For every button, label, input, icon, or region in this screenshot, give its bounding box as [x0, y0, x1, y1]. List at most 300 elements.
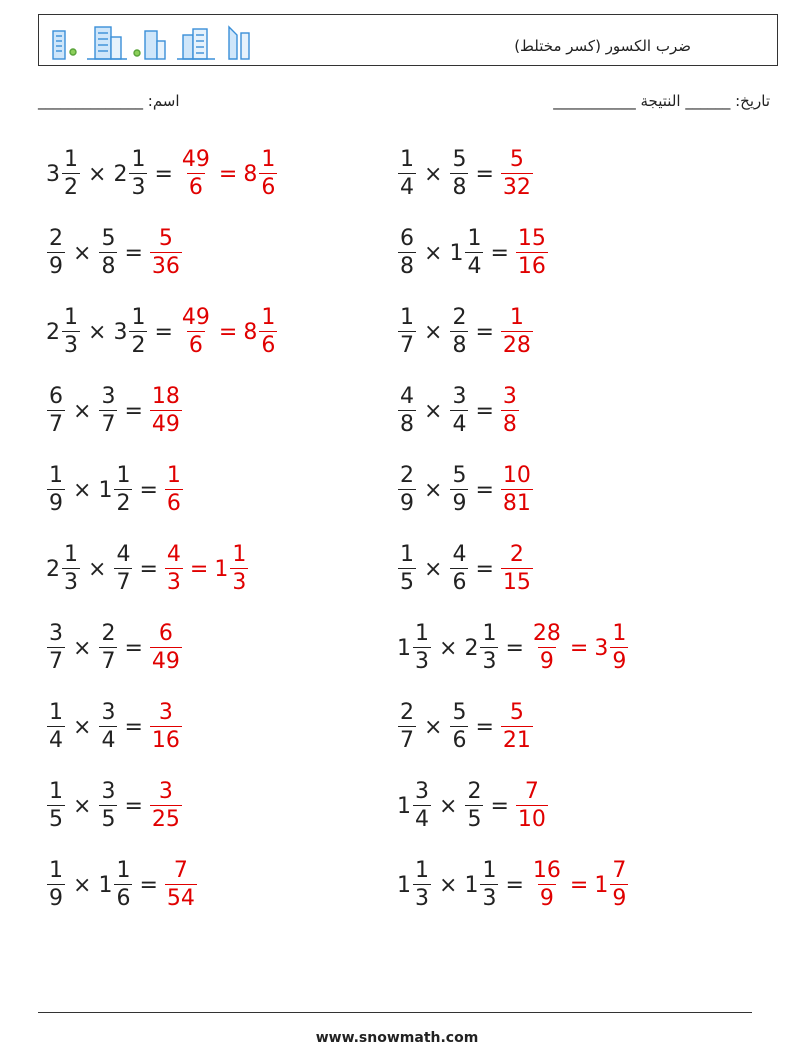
answer — [149, 702, 183, 752]
equals-sign: = — [475, 319, 494, 345]
fraction — [501, 149, 533, 199]
denominator: 21 — [502, 728, 531, 753]
fraction — [150, 781, 182, 831]
denominator: 9 — [612, 886, 627, 911]
numerator: 1 — [612, 621, 627, 646]
answer — [500, 544, 534, 594]
equals-sign: = — [490, 240, 509, 266]
numerator: 5 — [509, 700, 524, 725]
denominator: 15 — [502, 570, 531, 595]
denominator: 6 — [452, 570, 467, 595]
denominator: 2 — [64, 175, 78, 200]
fraction — [610, 623, 628, 673]
denominator: 3 — [64, 333, 78, 358]
numerator: 3 — [158, 700, 173, 725]
denominator: 3 — [415, 649, 429, 674]
numerator: 28 — [532, 621, 561, 646]
times-sign: × — [73, 477, 92, 503]
answer — [179, 149, 278, 199]
times-sign: × — [439, 793, 458, 819]
whole-number: 1 — [98, 872, 113, 898]
denominator: 5 — [101, 807, 116, 832]
equals-sign: = — [475, 161, 494, 187]
answer — [149, 623, 183, 673]
numerator: 1 — [467, 226, 482, 251]
denominator: 3 — [482, 649, 497, 674]
whole-number: 1 — [397, 793, 411, 819]
footer-divider — [38, 1012, 752, 1013]
fraction — [62, 544, 80, 594]
denominator: 8 — [452, 333, 467, 358]
numerator: 1 — [49, 858, 63, 883]
denominator: 54 — [166, 886, 195, 911]
denominator: 6 — [166, 491, 181, 516]
fraction — [465, 228, 483, 278]
whole-number: 2 — [46, 319, 60, 345]
fraction — [47, 623, 65, 673]
denominator: 4 — [415, 807, 429, 832]
numerator: 4 — [400, 384, 414, 409]
problem-item — [397, 616, 629, 680]
page-title: ضرب الكسور (كسر مختلط) — [514, 37, 691, 55]
equals-sign: = — [218, 319, 238, 345]
denominator: 7 — [101, 412, 116, 437]
denominator: 4 — [452, 412, 467, 437]
equals-sign: = — [505, 872, 524, 898]
numerator: 1 — [131, 305, 146, 330]
denominator: 3 — [415, 886, 429, 911]
denominator: 28 — [502, 333, 531, 358]
denominator: 7 — [101, 649, 116, 674]
fraction — [398, 386, 416, 436]
numerator: 1 — [232, 542, 247, 567]
denominator: 9 — [539, 886, 554, 911]
fraction — [516, 781, 548, 831]
problem-item — [46, 853, 198, 917]
times-sign: × — [424, 556, 443, 582]
answer — [530, 623, 629, 673]
fraction — [398, 149, 416, 199]
fraction — [413, 860, 431, 910]
fraction — [450, 544, 468, 594]
equals-sign: = — [124, 793, 143, 819]
denominator: 6 — [261, 175, 276, 200]
problem-item — [46, 616, 183, 680]
problem-item — [46, 142, 278, 206]
fraction — [230, 544, 248, 594]
numerator: 1 — [261, 147, 276, 172]
numerator: 1 — [482, 621, 497, 646]
problem-item — [46, 221, 183, 285]
times-sign: × — [439, 635, 458, 661]
problem-item — [397, 379, 520, 443]
numerator: 1 — [49, 700, 63, 725]
equals-sign: = — [569, 872, 589, 898]
fraction — [129, 307, 147, 357]
fraction — [47, 860, 65, 910]
denominator: 4 — [400, 175, 414, 200]
answer — [515, 228, 549, 278]
equals-sign: = — [124, 714, 143, 740]
fraction — [259, 149, 277, 199]
numerator: 1 — [400, 542, 414, 567]
denominator: 3 — [64, 570, 78, 595]
equals-sign: = — [124, 398, 143, 424]
answer — [500, 386, 520, 436]
denominator: 32 — [502, 175, 531, 200]
denominator: 9 — [49, 254, 63, 279]
numerator: 2 — [467, 779, 482, 804]
times-sign: × — [424, 477, 443, 503]
numerator: 3 — [101, 384, 116, 409]
whole-number: 3 — [113, 319, 128, 345]
fraction — [516, 228, 548, 278]
numerator: 5 — [101, 226, 116, 251]
numerator: 1 — [261, 305, 276, 330]
name-field: اسم: ______________ — [38, 92, 180, 110]
equals-sign: = — [569, 635, 589, 661]
fraction — [165, 544, 183, 594]
equals-sign: = — [218, 161, 238, 187]
times-sign: × — [424, 319, 443, 345]
fraction — [501, 702, 533, 752]
problem-item — [397, 537, 534, 601]
denominator: 8 — [101, 254, 116, 279]
numerator: 3 — [158, 779, 173, 804]
problem-item — [397, 300, 534, 364]
whole-number: 2 — [464, 635, 479, 661]
equals-sign: = — [475, 556, 494, 582]
denominator: 2 — [116, 491, 131, 516]
numerator: 5 — [452, 463, 467, 488]
times-sign: × — [439, 872, 458, 898]
whole-number: 8 — [243, 319, 258, 345]
whole-number: 8 — [243, 161, 258, 187]
numerator: 5 — [509, 147, 524, 172]
denominator: 9 — [49, 886, 63, 911]
times-sign: × — [88, 319, 107, 345]
answer — [164, 544, 249, 594]
denominator: 3 — [232, 570, 247, 595]
fraction — [398, 228, 416, 278]
answer — [500, 307, 534, 357]
denominator: 9 — [612, 649, 627, 674]
fraction — [114, 860, 132, 910]
numerator: 1 — [400, 147, 414, 172]
denominator: 8 — [502, 412, 517, 437]
problem-item — [397, 853, 629, 917]
numerator: 3 — [49, 621, 63, 646]
numerator: 5 — [158, 226, 173, 251]
fraction — [465, 781, 483, 831]
denominator: 9 — [49, 491, 63, 516]
problem-item — [397, 458, 534, 522]
numerator: 4 — [116, 542, 131, 567]
numerator: 6 — [400, 226, 414, 251]
whole-number: 1 — [397, 872, 411, 898]
answer — [500, 702, 534, 752]
fraction — [165, 860, 197, 910]
equals-sign: = — [490, 793, 509, 819]
times-sign: × — [73, 793, 92, 819]
times-sign: × — [73, 635, 92, 661]
fraction — [398, 465, 416, 515]
whole-number: 2 — [113, 161, 128, 187]
denominator: 7 — [116, 570, 131, 595]
problem-item — [397, 774, 549, 838]
whole-number: 1 — [214, 556, 229, 582]
numerator: 3 — [502, 384, 517, 409]
fraction — [150, 386, 182, 436]
fraction — [501, 465, 533, 515]
numerator: 49 — [181, 147, 210, 172]
denominator: 16 — [151, 728, 180, 753]
times-sign: × — [88, 556, 107, 582]
fraction — [62, 307, 80, 357]
numerator: 7 — [524, 779, 539, 804]
numerator: 49 — [181, 305, 210, 330]
numerator: 3 — [452, 384, 467, 409]
numerator: 1 — [166, 463, 181, 488]
denominator: 4 — [49, 728, 63, 753]
problem-item — [397, 142, 534, 206]
problem-item — [397, 221, 549, 285]
numerator: 2 — [509, 542, 524, 567]
problem-item — [46, 537, 249, 601]
equals-sign: = — [475, 714, 494, 740]
problem-item — [46, 774, 183, 838]
fraction — [480, 860, 498, 910]
equals-sign: = — [154, 319, 173, 345]
fraction — [413, 781, 431, 831]
numerator: 1 — [49, 779, 63, 804]
numerator: 4 — [166, 542, 181, 567]
answer — [179, 307, 278, 357]
answer — [515, 781, 549, 831]
problem-item — [46, 300, 278, 364]
fraction — [450, 465, 468, 515]
denominator: 7 — [400, 333, 414, 358]
fraction — [450, 386, 468, 436]
whole-number: 2 — [46, 556, 60, 582]
fraction — [180, 149, 212, 199]
denominator: 6 — [188, 175, 203, 200]
denominator: 8 — [400, 412, 414, 437]
numerator: 3 — [101, 779, 116, 804]
numerator: 1 — [400, 305, 414, 330]
fraction — [259, 307, 277, 357]
fraction — [398, 544, 416, 594]
fraction — [150, 702, 182, 752]
denominator: 4 — [101, 728, 116, 753]
fraction — [99, 228, 117, 278]
times-sign: × — [73, 240, 92, 266]
denominator: 5 — [400, 570, 414, 595]
header-box — [38, 14, 778, 66]
numerator: 2 — [452, 305, 467, 330]
numerator: 7 — [612, 858, 627, 883]
fraction — [47, 702, 65, 752]
whole-number: 1 — [464, 872, 479, 898]
whole-number: 3 — [46, 161, 60, 187]
denominator: 3 — [166, 570, 181, 595]
numerator: 3 — [101, 700, 116, 725]
whole-number: 3 — [594, 635, 609, 661]
denominator: 7 — [400, 728, 414, 753]
equals-sign: = — [139, 477, 158, 503]
denominator: 49 — [151, 412, 180, 437]
denominator: 10 — [517, 807, 546, 832]
fraction — [531, 623, 563, 673]
denominator: 5 — [49, 807, 63, 832]
fraction — [501, 307, 533, 357]
times-sign: × — [88, 161, 107, 187]
times-sign: × — [424, 161, 443, 187]
denominator: 81 — [502, 491, 531, 516]
equals-sign: = — [124, 635, 143, 661]
fraction — [150, 623, 182, 673]
whole-number: 1 — [594, 872, 609, 898]
denominator: 16 — [517, 254, 546, 279]
numerator: 1 — [49, 463, 63, 488]
fraction — [398, 307, 416, 357]
times-sign: × — [73, 872, 92, 898]
fraction — [398, 702, 416, 752]
city-buildings-icon — [47, 21, 267, 63]
equals-sign: = — [154, 161, 173, 187]
whole-number: 1 — [98, 477, 113, 503]
numerator: 10 — [502, 463, 531, 488]
answer — [500, 149, 534, 199]
numerator: 7 — [173, 858, 188, 883]
date-score-field: تاريخ: ______ النتيجة ___________ — [553, 92, 770, 110]
denominator: 3 — [482, 886, 497, 911]
denominator: 49 — [151, 649, 180, 674]
fraction — [99, 386, 117, 436]
equals-sign: = — [139, 556, 158, 582]
numerator: 1 — [116, 858, 131, 883]
fraction — [47, 386, 65, 436]
fraction — [99, 623, 117, 673]
denominator: 25 — [151, 807, 180, 832]
fraction — [114, 465, 132, 515]
denominator: 6 — [116, 886, 131, 911]
times-sign: × — [424, 714, 443, 740]
fraction — [165, 465, 183, 515]
fraction — [531, 860, 563, 910]
fraction — [480, 623, 498, 673]
numerator: 1 — [415, 621, 429, 646]
answer — [530, 860, 629, 910]
fraction — [610, 860, 628, 910]
numerator: 6 — [158, 621, 173, 646]
denominator: 9 — [400, 491, 414, 516]
denominator: 8 — [452, 175, 467, 200]
answer — [149, 228, 183, 278]
numerator: 6 — [49, 384, 63, 409]
equals-sign: = — [139, 872, 158, 898]
fraction — [62, 149, 80, 199]
fraction — [501, 544, 533, 594]
denominator: 6 — [188, 333, 203, 358]
equals-sign: = — [124, 240, 143, 266]
numerator: 15 — [517, 226, 546, 251]
problem-item — [46, 695, 183, 759]
denominator: 36 — [151, 254, 180, 279]
numerator: 1 — [415, 858, 429, 883]
problem-item — [397, 695, 534, 759]
denominator: 2 — [131, 333, 146, 358]
numerator: 2 — [400, 700, 414, 725]
answer — [500, 465, 534, 515]
numerator: 1 — [116, 463, 131, 488]
problem-item — [46, 458, 184, 522]
fraction — [99, 702, 117, 752]
numerator: 5 — [452, 147, 467, 172]
numerator: 1 — [482, 858, 497, 883]
fraction — [150, 228, 182, 278]
whole-number: 1 — [449, 240, 464, 266]
fraction — [114, 544, 132, 594]
times-sign: × — [424, 240, 443, 266]
whole-number: 1 — [397, 635, 411, 661]
denominator: 6 — [452, 728, 467, 753]
denominator: 3 — [131, 175, 146, 200]
equals-sign: = — [475, 477, 494, 503]
equals-sign: = — [505, 635, 524, 661]
numerator: 5 — [452, 700, 467, 725]
denominator: 4 — [467, 254, 482, 279]
fraction — [501, 386, 519, 436]
fraction — [47, 465, 65, 515]
answer — [164, 860, 198, 910]
answer — [164, 465, 184, 515]
numerator: 3 — [415, 779, 429, 804]
numerator: 18 — [151, 384, 180, 409]
times-sign: × — [424, 398, 443, 424]
numerator: 1 — [131, 147, 146, 172]
equals-sign: = — [475, 398, 494, 424]
numerator: 2 — [400, 463, 414, 488]
problem-item — [46, 379, 183, 443]
times-sign: × — [73, 714, 92, 740]
denominator: 6 — [261, 333, 276, 358]
fraction — [180, 307, 212, 357]
numerator: 1 — [64, 305, 78, 330]
fraction — [99, 781, 117, 831]
equals-sign: = — [189, 556, 209, 582]
fraction — [413, 623, 431, 673]
fraction — [47, 228, 65, 278]
footer-url: www.snowmath.com — [315, 1030, 479, 1046]
denominator: 5 — [467, 807, 482, 832]
denominator: 8 — [400, 254, 414, 279]
numerator: 1 — [64, 147, 78, 172]
answer — [149, 386, 183, 436]
denominator: 9 — [452, 491, 467, 516]
numerator: 2 — [49, 226, 63, 251]
numerator: 16 — [532, 858, 561, 883]
numerator: 1 — [64, 542, 78, 567]
denominator: 7 — [49, 412, 63, 437]
fraction — [129, 149, 147, 199]
numerator: 4 — [452, 542, 467, 567]
fraction — [47, 781, 65, 831]
denominator: 7 — [49, 649, 63, 674]
answer — [149, 781, 183, 831]
denominator: 9 — [539, 649, 554, 674]
times-sign: × — [73, 398, 92, 424]
